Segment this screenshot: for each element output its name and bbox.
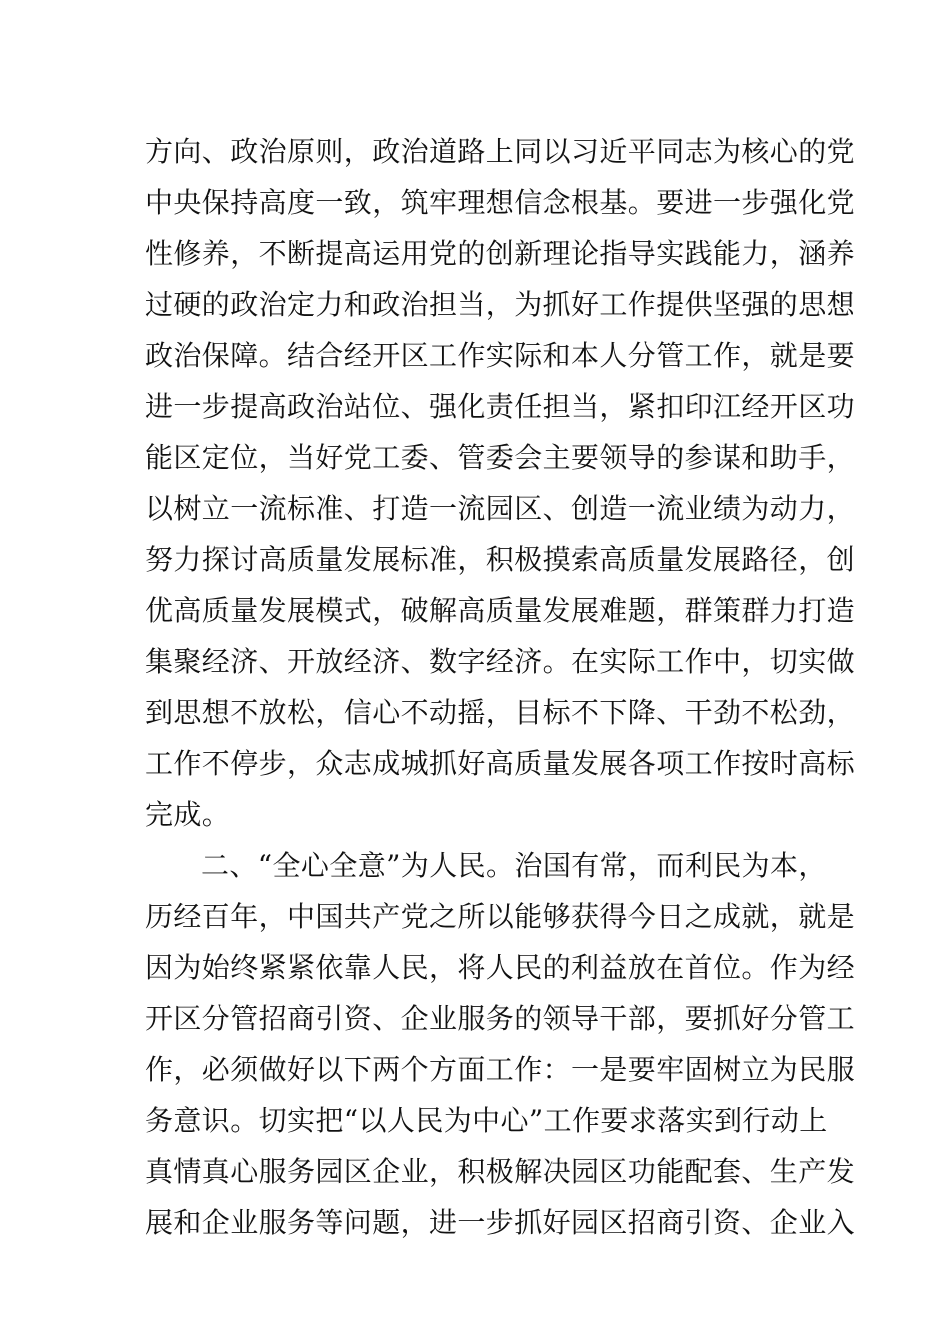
text-line: 性修养，不断提高运用党的创新理论指导实践能力，涵养 bbox=[145, 237, 856, 270]
text-line: 以树立一流标准、打造一流园区、创造一流业绩为动力， bbox=[145, 492, 856, 525]
text-line: 中央保持高度一致，筑牢理想信念根基。要进一步强化党 bbox=[145, 186, 856, 219]
text-line: 能区定位，当好党工委、管委会主要领导的参谋和助手， bbox=[145, 441, 856, 474]
text-line: 工作不停步，众志成城抓好高质量发展各项工作按时高标 bbox=[145, 747, 856, 780]
text-line: 优高质量发展模式，破解高质量发展难题，群策群力打造 bbox=[145, 594, 856, 627]
text-line: 到思想不放松，信心不动摇，目标不下降、干劲不松劲， bbox=[145, 696, 856, 729]
text-line: 务意识。切实把“以人民为中心”工作要求落实到行动上 bbox=[145, 1104, 828, 1137]
text-line: 过硬的政治定力和政治担当，为抓好工作提供坚强的思想 bbox=[145, 288, 856, 321]
text-line: 开区分管招商引资、企业服务的领导干部，要抓好分管工 bbox=[145, 1002, 856, 1035]
text-line: 集聚经济、开放经济、数字经济。在实际工作中，切实做 bbox=[145, 645, 856, 678]
text-line: 努力探讨高质量发展标准，积极摸索高质量发展路径，创 bbox=[145, 543, 856, 576]
text-line: 展和企业服务等问题，进一步抓好园区招商引资、企业入 bbox=[145, 1206, 856, 1239]
text-line: 真情真心服务园区企业，积极解决园区功能配套、生产发 bbox=[145, 1155, 856, 1188]
text-line: 进一步提高政治站位、强化责任担当，紧扣印江经开区功 bbox=[145, 390, 856, 423]
text-line: 因为始终紧紧依靠人民，将人民的利益放在首位。作为经 bbox=[145, 951, 856, 984]
text-line: 方向、政治原则，政治道路上同以习近平同志为核心的党 bbox=[145, 135, 856, 168]
paragraph-start-line: 二、“全心全意”为人民。治国有常，而利民为本， bbox=[201, 849, 827, 882]
text-line: 完成。 bbox=[145, 798, 231, 831]
text-line: 政治保障。结合经开区工作实际和本人分管工作，就是要 bbox=[145, 339, 856, 372]
text-line: 历经百年，中国共产党之所以能够获得今日之成就，就是 bbox=[145, 900, 856, 933]
text-line: 作，必须做好以下两个方面工作：一是要牢固树立为民服 bbox=[145, 1053, 856, 1086]
